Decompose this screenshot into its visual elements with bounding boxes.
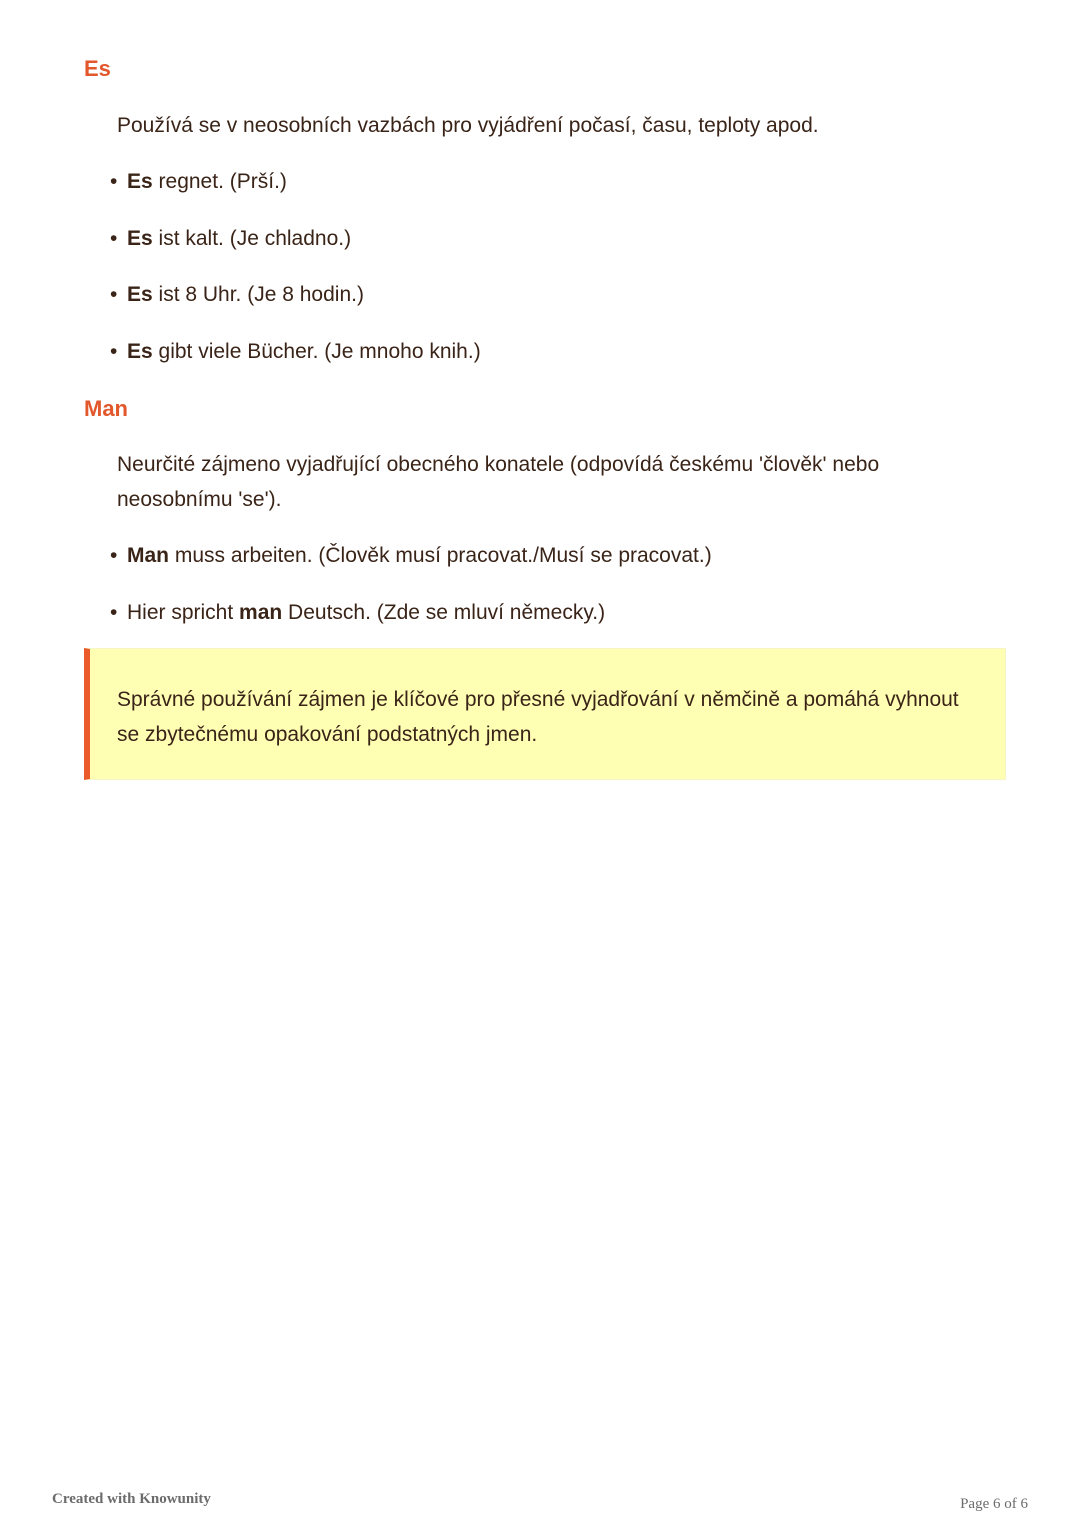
list-item: • Es gibt viele Bücher. (Je mnoho knih.) xyxy=(110,337,481,367)
bullet-icon: • xyxy=(110,601,118,624)
bullet-icon: • xyxy=(110,283,118,306)
section-heading-es: Es xyxy=(84,56,111,81)
list-item: • Es regnet. (Prší.) xyxy=(110,167,287,197)
list-item: • Man muss arbeiten. (Člověk musí pracovat./Musí se pracovat.) xyxy=(110,541,712,571)
callout-box xyxy=(84,648,1006,780)
list-item: • Hier spricht man Deutsch. (Zde se mluví německy.) xyxy=(110,598,605,628)
bullet-icon: • xyxy=(110,340,118,363)
bullet-icon: • xyxy=(110,544,118,567)
footer-created-with: Created with Knowunity xyxy=(52,1491,211,1507)
callout-text: Správné používání zájmen je klíčové pro přesné vyjadřování v němčině a pomáhá vyhnout se zbytečnému opakování podstatných jmen. xyxy=(117,688,959,746)
footer-page-number: Page 6 of 6 xyxy=(960,1496,1028,1512)
list-item: • Es ist 8 Uhr. (Je 8 hodin.) xyxy=(110,280,364,310)
section-description-es: Používá se v neosobních vazbách pro vyjádření počasí, času, teploty apod. xyxy=(117,114,819,137)
bullet-icon: • xyxy=(110,170,118,193)
bullet-icon: • xyxy=(110,227,118,250)
list-item: • Es ist kalt. (Je chladno.) xyxy=(110,224,351,254)
section-description-man: Neurčité zájmeno vyjadřující obecného konatele (odpovídá českému 'člověk' nebo neosobnímu 'se'). xyxy=(117,453,880,511)
section-heading-man: Man xyxy=(84,396,128,421)
